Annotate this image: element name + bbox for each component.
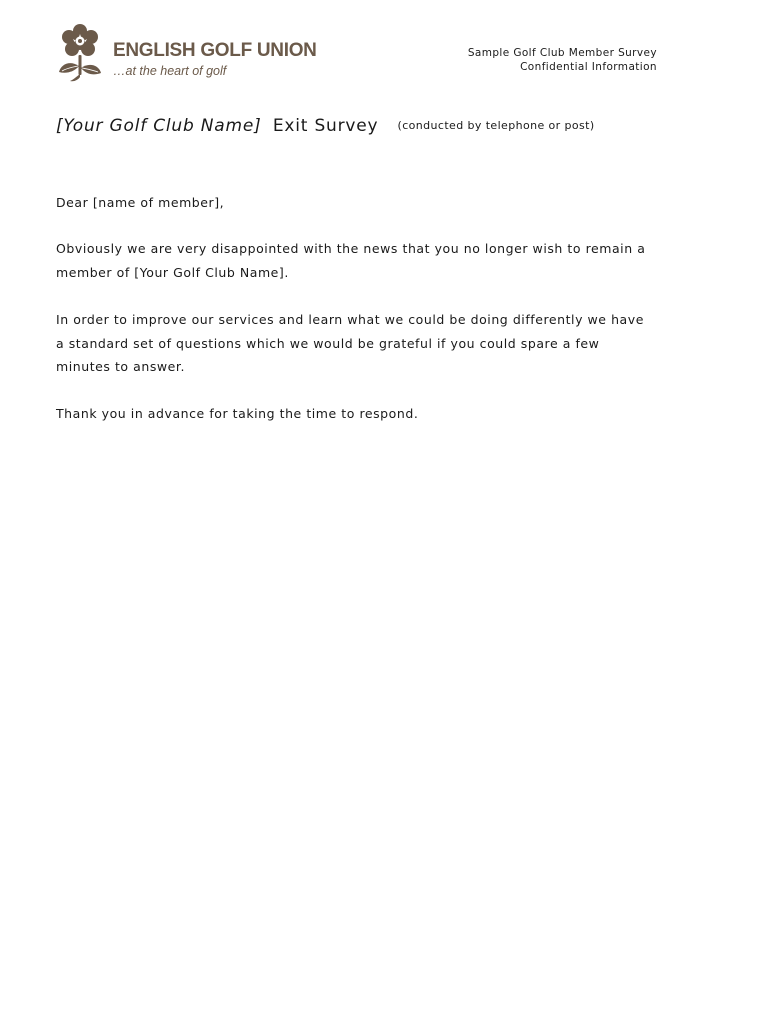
rose-icon xyxy=(56,22,104,82)
letter-paragraph-3: Thank you in advance for taking the time to respond. xyxy=(56,406,419,421)
english-golf-union-logo xyxy=(56,22,317,84)
logo-tagline: …at the heart of golf xyxy=(113,64,227,78)
title-survey-name-text: Exit Survey xyxy=(272,116,379,136)
logo-name: ENGLISH GOLF UNION xyxy=(113,40,317,61)
title-club-placeholder: [Your Golf Club Name] xyxy=(56,116,262,136)
header-survey-label: Sample Golf Club Member Survey xyxy=(467,47,657,59)
letter-greeting: Dear [name of member], xyxy=(56,195,225,210)
letter-paragraph-1: Obviously we are very disappointed with the news that you no longer wish to remain a member of [Your Golf Club Name]. xyxy=(56,241,646,280)
title-survey-name xyxy=(267,116,379,136)
title-note: (conducted by telephone or post) xyxy=(397,119,595,132)
letter-paragraph-2: In order to improve our services and learn what we could be doing differently we have a standard set of questions which we would be grateful if you could spare a few minutes to answer. xyxy=(56,312,644,374)
header-confidential-label: Confidential Information xyxy=(520,61,657,73)
page-title xyxy=(56,116,595,136)
document-header xyxy=(468,46,657,74)
